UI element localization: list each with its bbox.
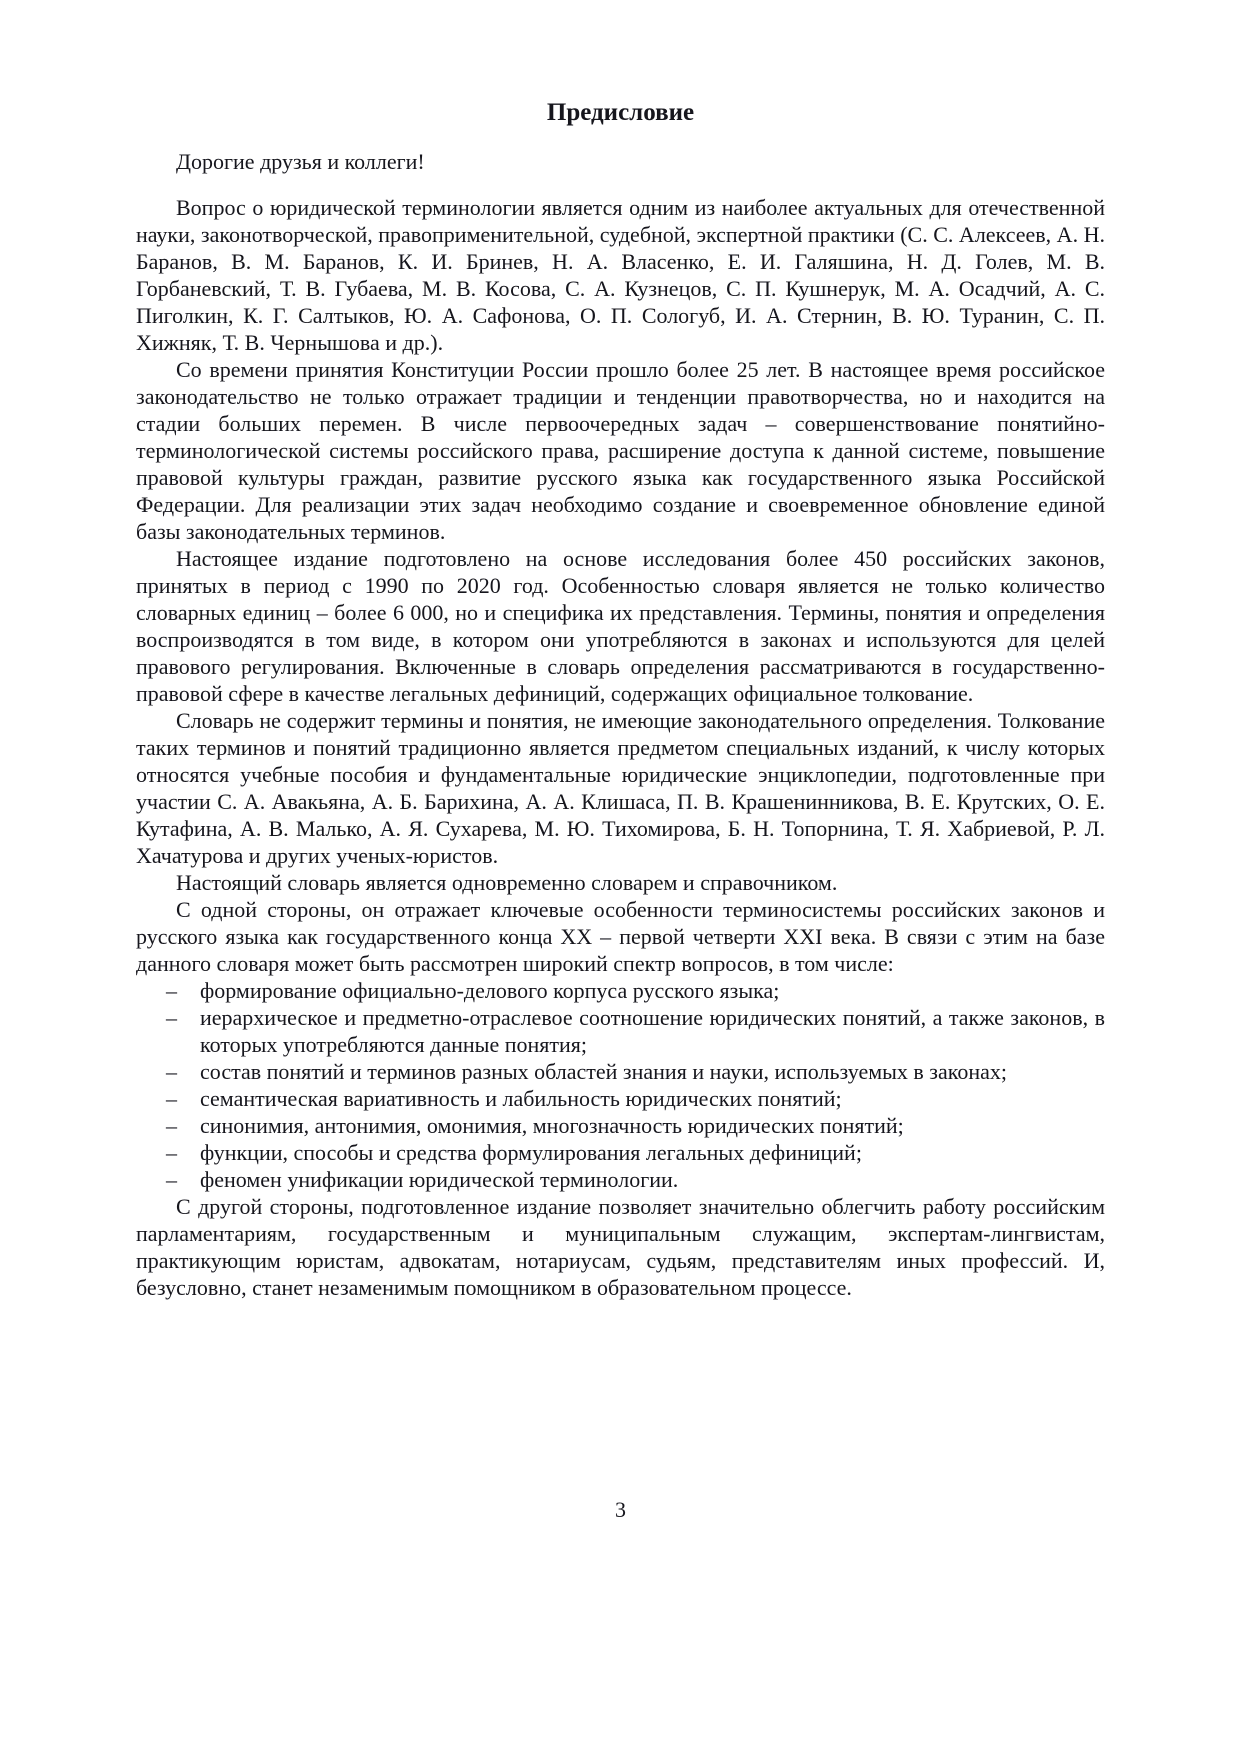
page-number: 3 xyxy=(615,1497,626,1522)
list-item-text: функции, способы и средства формулирования легальных дефиниций; xyxy=(200,1140,862,1165)
list-dash: – xyxy=(166,978,177,1003)
paragraph-other-hand: С другой стороны, подготовленное издание позволяет значительно облегчить работу российским парламентариям, государственным и муниципальным служащим, экспертам-лингвистам, практикующим юристам, адвокатам, нотариусам, судьям, представителям иных профессий. И, безусловно, станет незаменимым помощником в образовательном процессе. xyxy=(136,1194,1105,1300)
list-item-text: семантическая вариативность и лабильность юридических понятий; xyxy=(200,1086,842,1111)
paragraph-greeting: Дорогие друзья и коллеги! xyxy=(176,149,425,174)
paragraph-edition: Настоящее издание подготовлено на основе исследования более 450 российских законов, принятых в период с 1990 по 2020 год. Особенностью словаря является не только количество словарных единиц – более 6 000, но и специфика их представления. Термины, понятия и определения воспроизводятся в том виде, в котором они употребляются в законах и используются для целей правового регулирования. Включенные в словарь определения рассматриваются в государственно-правовой сфере в качестве легальных дефиниций, содержащих официальное толкование. xyxy=(136,546,1105,706)
paragraph-scope: Словарь не содержит термины и понятия, не имеющие законодательного определения. Толкование таких терминов и понятий традиционно является предметом специальных изданий, к числу которых относятся учебные пособия и фундаментальные юридические энциклопедии, подготовленные при участии С. А. Авакьяна, А. Б. Барихина, А. А. Клишаса, П. В. Крашенинникова, В. Е. Крутских, О. Е. Кутафина, А. В. Малько, А. Я. Сухарева, М. Ю. Тихомирова, Б. Н. Топорнина, Т. Я. Хабриевой, Р. Л. Хачатурова и других ученых-юристов. xyxy=(136,708,1105,868)
list-dash: – xyxy=(166,1086,177,1111)
list-item xyxy=(136,1085,1105,1112)
list-dash: – xyxy=(166,1167,177,1192)
paragraph-intro: Вопрос о юридической терминологии является одним из наиболее актуальных для отечественной науки, законотворческой, правоприменительной, судебной, экспертной практики (С. С. Алексеев, А. Н. Баранов, В. М. Баранов, К. И. Бринев, Н. А. Власенко, Е. И. Галяшина, Н. Д. Голев, М. В. Горбаневский, Т. В. Губаева, М. В. Косова, С. А. Кузнецов, С. П. Кушнерук, М. А. Осадчий, А. С. Пиголкин, К. Г. Салтыков, Ю. А. Сафонова, О. П. Сологуб, И. А. Стернин, В. Ю. Туранин, С. П. Хижняк, Т. В. Чернышова и др.). xyxy=(136,195,1105,355)
paragraph-constitution: Со времени принятия Конституции России прошло более 25 лет. В настоящее время российское законодательство не только отражает традиции и тенденции правотворчества, но и находится на стадии больших перемен. В числе первоочередных задач – совершенствование понятийно-терминологической системы российского права, расширение доступа к данной системе, повышение правовой культуры граждан, развитие русского языка как государственного языка Российской Федерации. Для реализации этих задач необходимо создание и своевременное обновление единой базы законодательных терминов. xyxy=(136,357,1105,544)
list-item xyxy=(136,1058,1105,1085)
list-item xyxy=(136,1139,1105,1166)
list-dash: – xyxy=(166,1059,177,1084)
paragraph-dictionary-role: Настоящий словарь является одновременно словарем и справочником. xyxy=(176,870,838,895)
list-item xyxy=(136,977,1105,1004)
list-item xyxy=(136,1166,1105,1193)
list-item-text: формирование официально-делового корпуса русского языка; xyxy=(200,978,780,1003)
list-dash: – xyxy=(166,1140,177,1165)
list-item-text: иерархическое и предметно-отраслевое соотношение юридических понятий, а также законов, в которых употребляются данные понятия; xyxy=(200,1005,1105,1057)
list-item xyxy=(136,1112,1105,1139)
page-title: Предисловие xyxy=(546,99,695,126)
topics-list xyxy=(136,977,1105,1193)
list-item-text: феномен унификации юридической терминологии. xyxy=(200,1167,679,1192)
list-item xyxy=(136,1004,1105,1058)
list-dash: – xyxy=(166,1005,177,1030)
paragraph-one-hand: С одной стороны, он отражает ключевые особенности терминосистемы российских законов и русского языка как государственного конца XX – первой четверти XXI века. В связи с этим на базе данного словаря может быть рассмотрен широкий спектр вопросов, в том числе: xyxy=(136,897,1105,976)
list-dash: – xyxy=(166,1113,177,1138)
list-item-text: состав понятий и терминов разных областей знания и науки, используемых в законах; xyxy=(200,1059,1007,1084)
list-item-text: синонимия, антонимия, омонимия, многозначность юридических понятий; xyxy=(200,1113,904,1138)
